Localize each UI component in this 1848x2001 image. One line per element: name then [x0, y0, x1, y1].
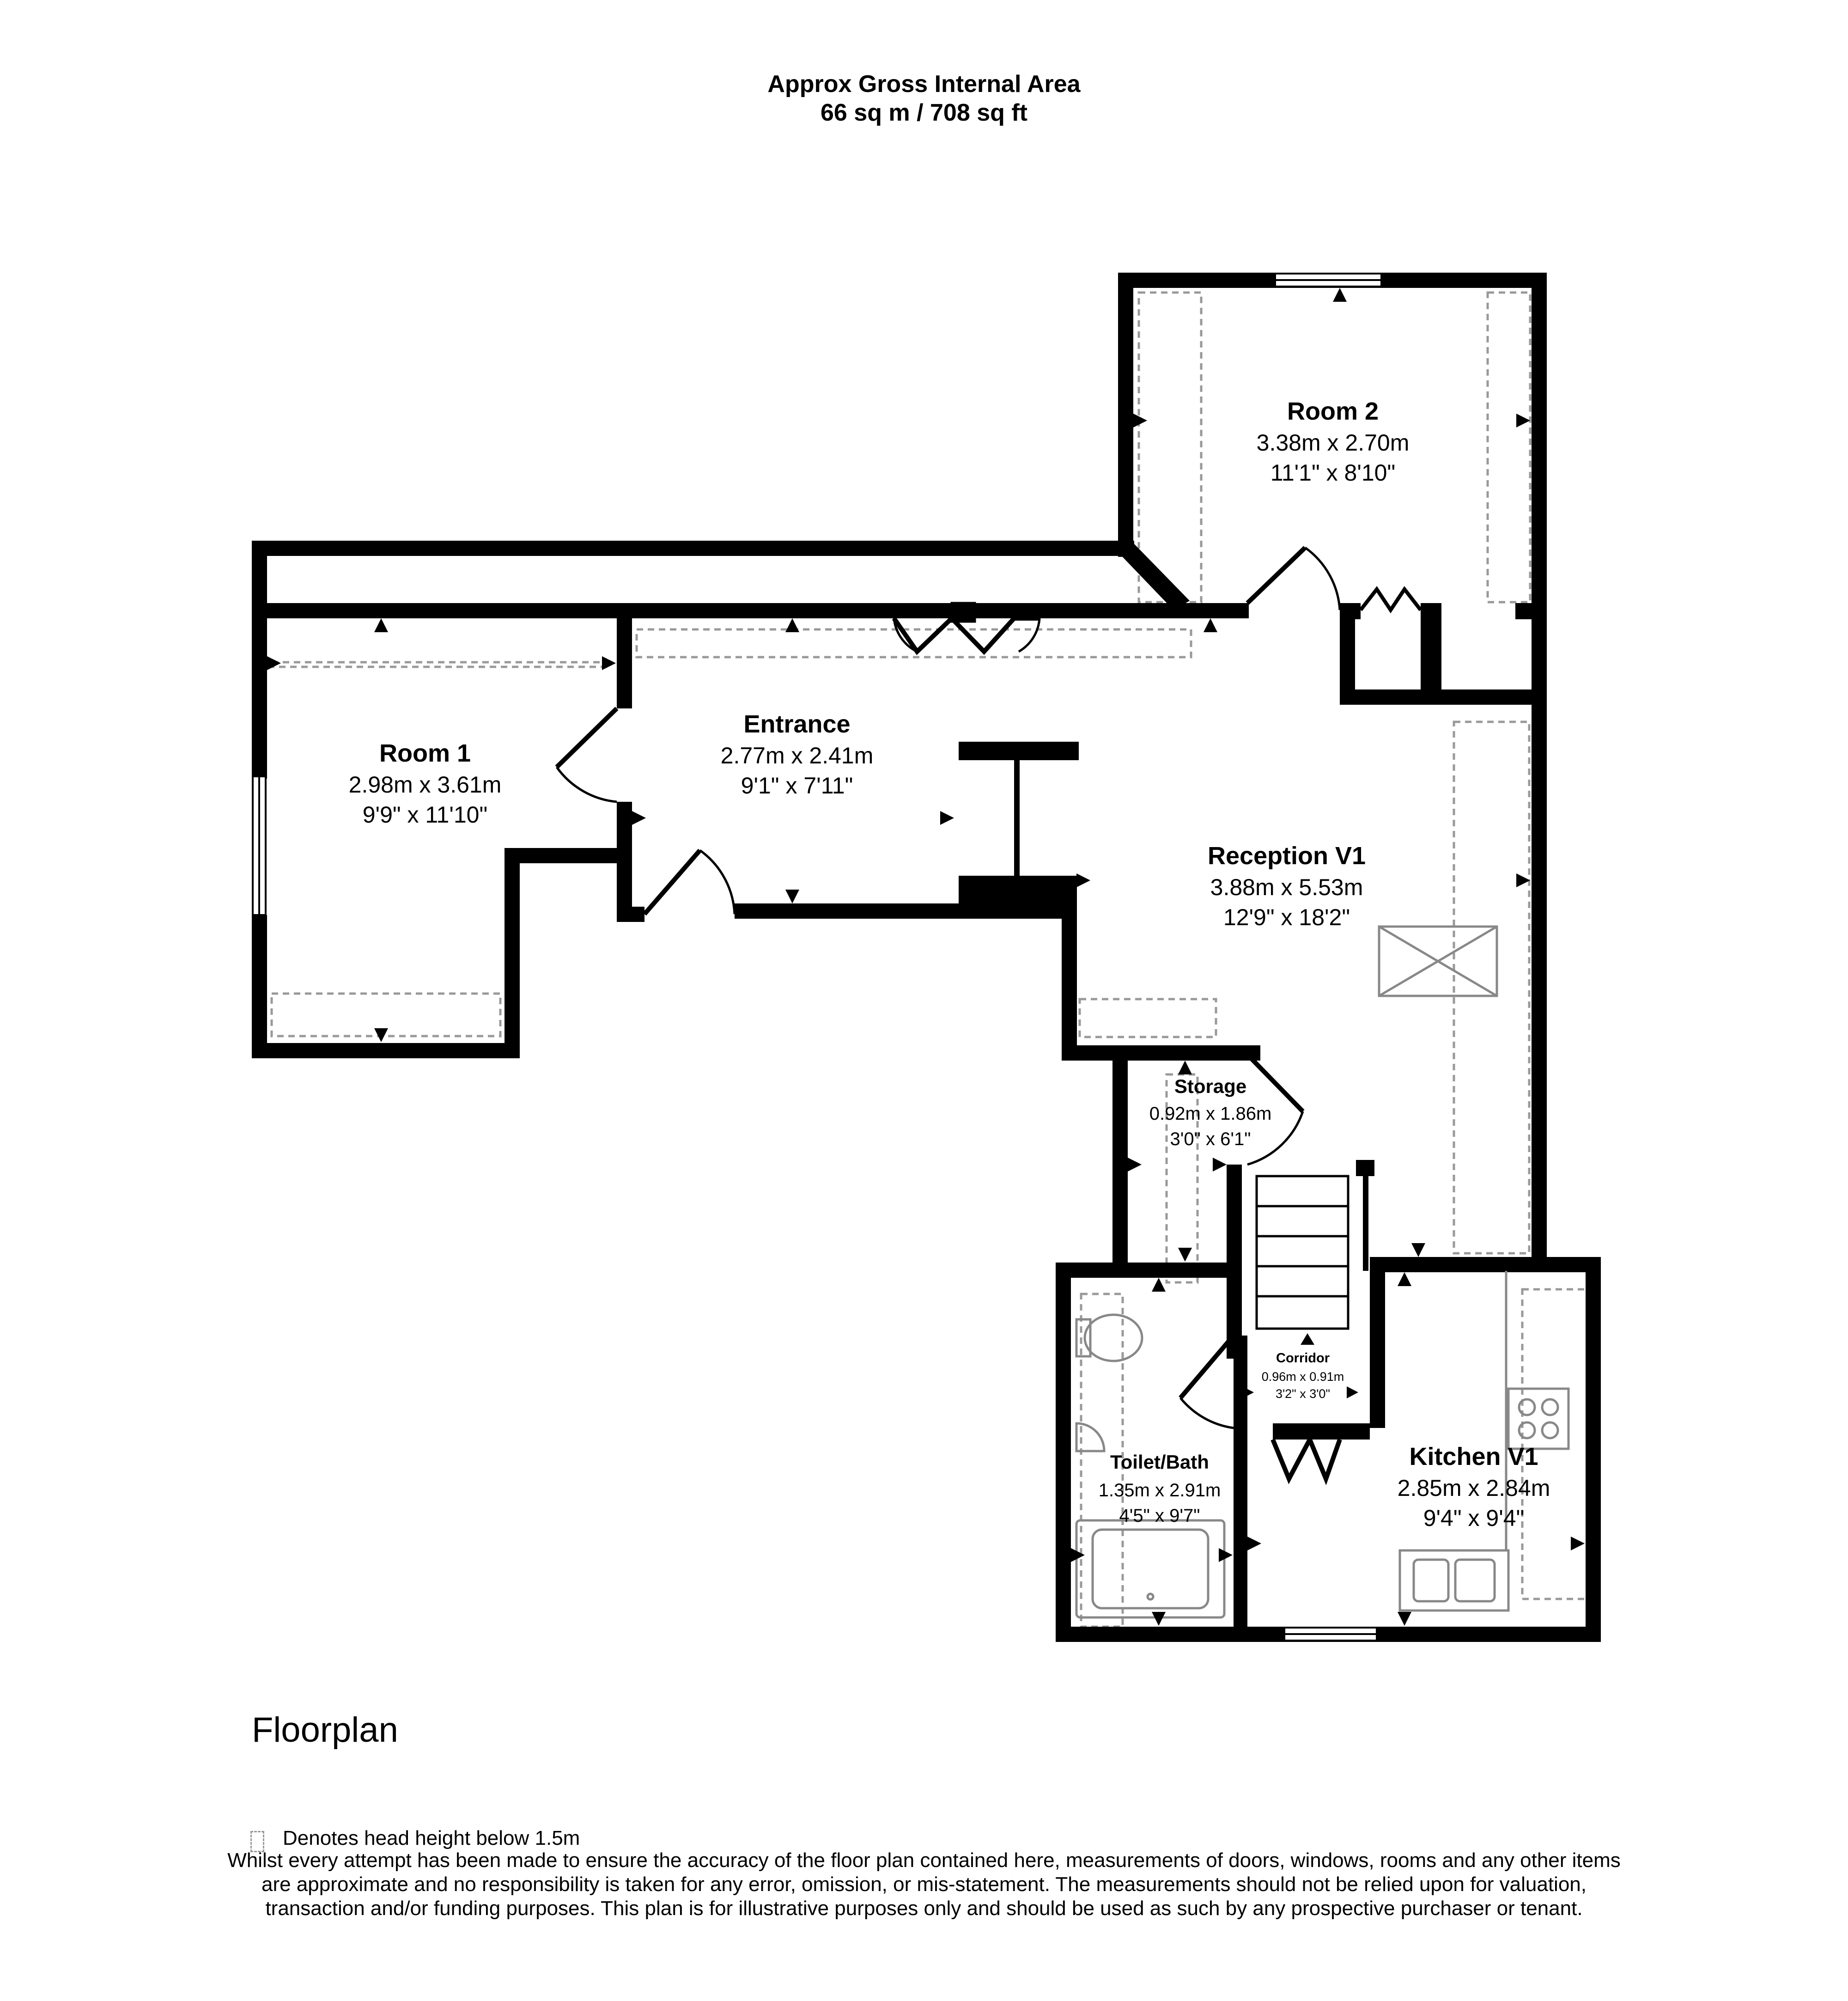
- room1-metric: 2.98m x 3.61m: [348, 772, 502, 798]
- dimension-arrows: [267, 288, 1585, 1626]
- storage-metric: 0.92m x 1.86m: [1149, 1104, 1272, 1124]
- skylight: [1379, 927, 1497, 996]
- low-height-zones: [272, 293, 1587, 1627]
- room2-name: Room 2: [1287, 397, 1379, 425]
- entrance-name: Entrance: [743, 710, 851, 738]
- room1-imperial: 9'9" x 11'10": [362, 802, 488, 828]
- kitchen-name: Kitchen V1: [1409, 1443, 1538, 1470]
- toilet-icon: [1085, 1315, 1142, 1361]
- walls: [252, 273, 1601, 1642]
- reception-imperial: 12'9" x 18'2": [1223, 904, 1350, 930]
- hob-icon: [1508, 1389, 1568, 1449]
- entrance-metric: 2.77m x 2.41m: [720, 743, 874, 769]
- toilet-metric: 1.35m x 2.91m: [1098, 1480, 1221, 1501]
- reception-name: Reception V1: [1207, 842, 1366, 870]
- kitchen-metric: 2.85m x 2.84m: [1397, 1475, 1550, 1501]
- floor-label: Floorplan: [252, 1710, 398, 1750]
- room1-name: Room 1: [379, 739, 471, 767]
- corridor-imperial: 3'2" x 3'0": [1275, 1387, 1331, 1401]
- corridor-metric: 0.96m x 0.91m: [1261, 1370, 1344, 1384]
- corridor-name: Corridor: [1276, 1351, 1330, 1366]
- room2-metric: 3.38m x 2.70m: [1256, 430, 1410, 456]
- room2-imperial: 11'1" x 8'10": [1270, 460, 1396, 486]
- entrance-imperial: 9'1" x 7'11": [741, 773, 853, 799]
- windows: [253, 274, 1381, 1641]
- doors: [557, 548, 1421, 1479]
- legend-text: Denotes head height below 1.5m: [283, 1827, 580, 1849]
- reception-metric: 3.88m x 5.53m: [1210, 874, 1363, 900]
- storage-imperial: 3'0" x 6'1": [1170, 1129, 1251, 1149]
- bath-icon: [1076, 1520, 1224, 1617]
- toilet-name: Toilet/Bath: [1110, 1451, 1209, 1473]
- area-title: Approx Gross Internal Area: [767, 71, 1081, 98]
- storage-name: Storage: [1174, 1075, 1247, 1097]
- staircase: [1257, 1176, 1348, 1329]
- disclaimer: Whilst every attempt has been made to ensure the accuracy of the floor plan contained here, measurements of doors, windows, rooms and any other items are approximate and no responsibility is taken for any error, omission, or mis-statement. The measurements should not be relied upon for valuation, transaction and/or funding purposes. This plan is for illustrative purposes only and should be used as such by any prospective purchaser or tenant.: [227, 1849, 1621, 1920]
- kitchen-imperial: 9'4" x 9'4": [1423, 1505, 1525, 1531]
- area-value: 66 sq m / 708 sq ft: [821, 99, 1027, 126]
- toilet-imperial: 4'5" x 9'7": [1119, 1506, 1200, 1526]
